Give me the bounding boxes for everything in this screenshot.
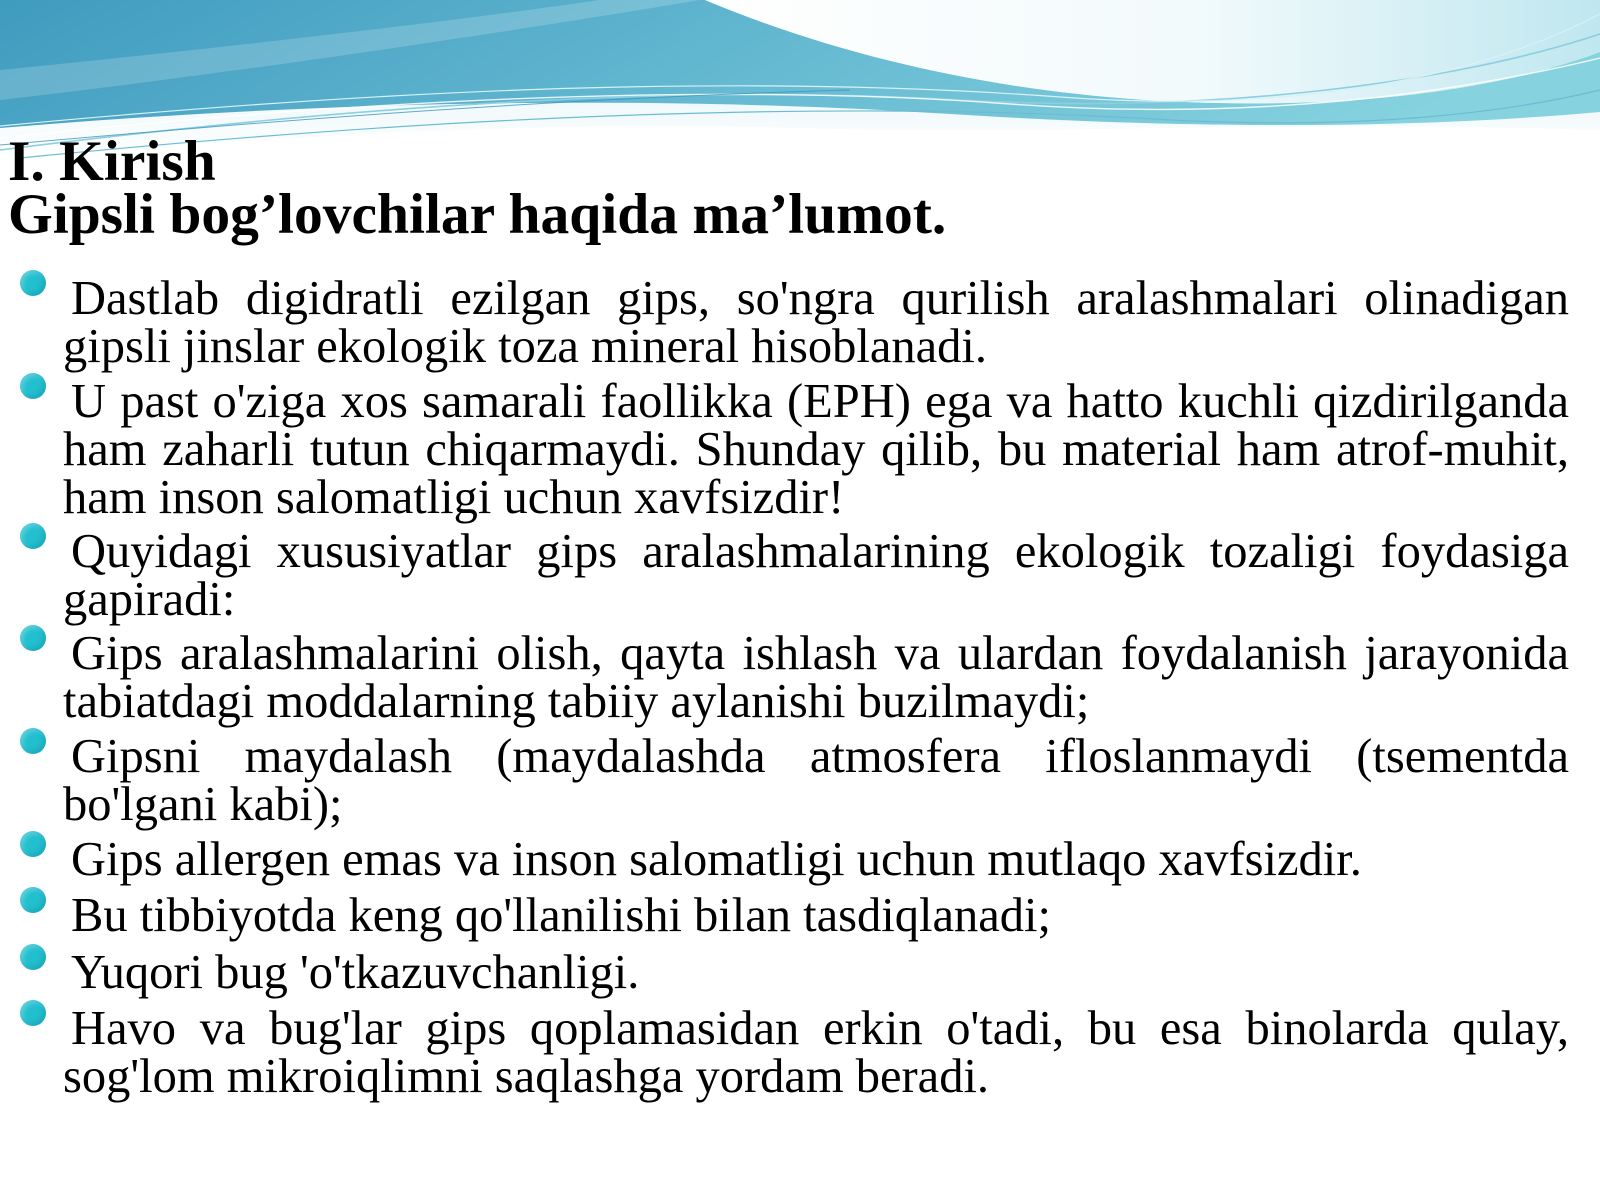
bullet-text-line: gipsli jinslar ekologik toza mineral hisoblanadi. xyxy=(63,320,988,373)
bullet-dot-icon xyxy=(20,728,46,754)
bullet-text-line: ham zaharli tutun chiqarmaydi. Shunday qilib, bu material ham atrof-muhit, xyxy=(63,423,1569,476)
slide-title: Gipsli bog’lovchilar haqida ma’lumot. xyxy=(8,183,947,246)
bullet-item xyxy=(63,375,1569,524)
bullet-dot-icon xyxy=(20,270,46,296)
bullet-item xyxy=(63,272,1569,373)
bullet-text-line: sog'lom mikroiqlimni saqlashga yordam beradi. xyxy=(63,1050,990,1103)
bullet-text-line: Havo va bug'lar gips qoplamasidan erkin o'tadi, bu esa binolarda qulay, xyxy=(71,1002,1569,1055)
bullet-dot-icon xyxy=(20,1000,46,1026)
bullet-dot-icon xyxy=(20,523,46,549)
bullet-text-line: Dastlab digidratli ezilgan gips, so'ngra qurilish aralashmalari olinadigan xyxy=(71,272,1569,325)
bullet-item xyxy=(63,525,1569,626)
bullet-item xyxy=(63,833,1569,886)
bullet-text-line: Gips allergen emas va inson salomatligi uchun mutlaqo xavfsizdir. xyxy=(71,833,1362,886)
bullet-item xyxy=(63,946,1569,999)
bullet-text-line: Gipsni maydalash (maydalashda atmosfera ifloslanmaydi (tsementda xyxy=(71,730,1569,783)
bullet-text-line: gapiradi: xyxy=(63,573,236,626)
section-heading: I. Kirish xyxy=(8,130,216,193)
bullet-text-line: Yuqori bug 'o'tkazuvchanligi. xyxy=(71,946,640,999)
bullet-dot-icon xyxy=(20,944,46,970)
bullet-item xyxy=(63,1002,1569,1103)
bullet-dot-icon xyxy=(20,887,46,913)
bullet-text-line: U past o'ziga xos samarali faollikka (EPH) ega va hatto kuchli qizdirilganda xyxy=(71,375,1569,428)
bullet-text-line: Quyidagi xususiyatlar gips aralashmalarining ekologik tozaligi foydasiga xyxy=(71,525,1569,578)
bullet-text-line: Gips aralashmalarini olish, qayta ishlash va ulardan foydalanish jarayonida xyxy=(71,627,1569,680)
bullet-dot-icon xyxy=(20,373,46,399)
bullet-dot-icon xyxy=(20,625,46,651)
slide-title-block xyxy=(8,130,947,246)
bullet-text-line: ham inson salomatligi uchun xavfsizdir! xyxy=(63,471,845,524)
bullet-text-line: bo'lgani kabi); xyxy=(63,778,343,831)
bullet-dot-icon xyxy=(20,831,46,857)
bullet-item xyxy=(63,889,1569,942)
bullet-item xyxy=(63,627,1569,728)
bullet-text-line: tabiatdagi moddalarning tabiiy aylanishi buzilmaydi; xyxy=(63,675,1090,728)
bullet-text-line: Bu tibbiyotda keng qo'llanilishi bilan tasdiqlanadi; xyxy=(71,889,1051,942)
bullet-item xyxy=(63,730,1569,831)
